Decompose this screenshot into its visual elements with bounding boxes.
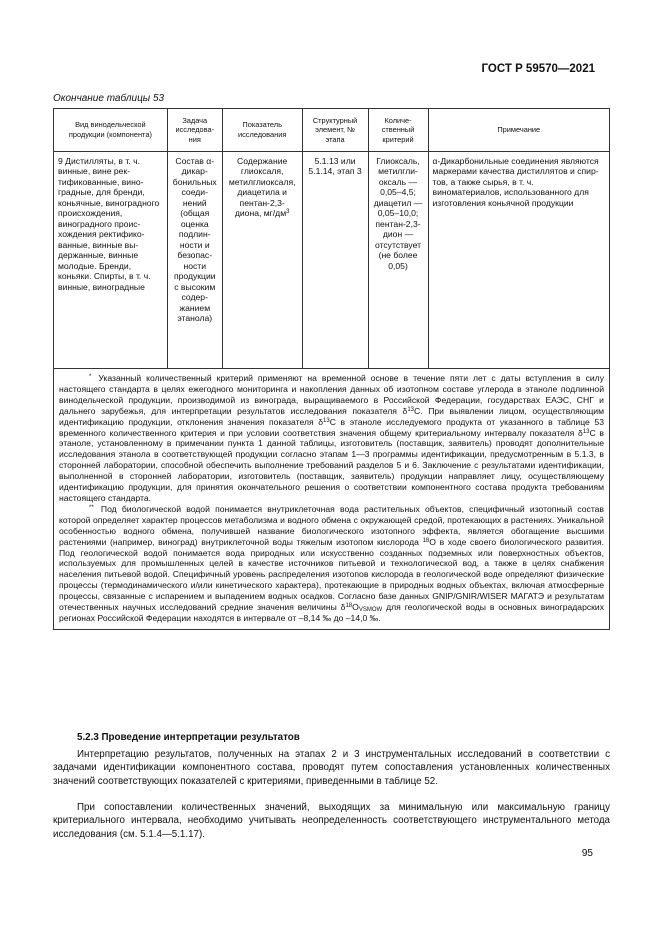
footnote-2-text-b: О в ходе своего биологического развития. Под геологической водой понимается вода природных или искусственно созданных подземных или поверхностных объектов, используемых для промышленных целей в качестве источников питьевой и технологической вод, а также в целях снабжения населения питьевой водой. Специфичный уровень распределения изотопов кислорода в геологической воде определяют физические процессы (термодинамического и/или кинетического характера), протекающие в природных водных объектах, включая атмосферные процессы, связанные с испарением и выпадением водных осадков. Согласно базе данных GNIP/GNIR/WISER МАГАТЭ и результатам отечественных научных исследований средние значения величины δ — [59, 536, 604, 613]
table-footnotes — [54, 369, 610, 630]
table-header-row — [54, 109, 610, 152]
footnote-1-text-d: С в этаноле, установленному в примечании пункта 1 данной таблицы, изготовитель (поставщик, заявитель) проводят дополнительные исследования этанола в соответствующей продукции согласно этапам 1—3 программы идентификации, предусмотренным в 5.1.3, в сторонней лаборатории, способной обеспечить выполнение требований разделов 5 и 6. Заключение с результатами идентификации, выполненной в сторонней лаборатории, изготовитель (поставщик, заявитель) продукции направляет лицу, осуществляющему идентификацию продукции, для принятия окончательного решения о соответствии компонентного состава продукта требованиям настоящего стандарта. — [59, 427, 604, 503]
table-caption: Окончание таблицы 53 — [53, 93, 165, 104]
column-header-note: Примечание — [428, 109, 610, 152]
footnote-2-text-c: O — [352, 602, 359, 613]
column-header-product: Вид винодельческой продукции (компонента) — [54, 109, 168, 152]
footnote-1-text-b: С. При выявлении лицом, осуществляющим идентификацию продукции, отклонения значения показателя δ — [59, 405, 604, 427]
cell-product: 9 Дистилляты, в т. ч. винные, вине ректификованные, виноградные, для бренди, коньячные, виноградного происхождения, виноградного происхождения ректификованные, винные выдержанные, винные молодые. Бренди, коньяки. Спирты, в т. ч. винные, виноградные — [54, 152, 168, 369]
table-row — [54, 152, 610, 369]
footnote-1-text-a: Указанный количественный критерий применяют на временной основе в течение пяти лет с даты вступления в силу настоящего стандарта в целях ежегодного мониторинга и накопления данных об изотопном составе углерода в этаноле подлинной винодельческой продукции, производимой из винограда, выращиваемого в Российской Федерации, государствах ЕАЭС, СНГ и дальнего зарубежья, для интерпретации результатов исследования показателя δ — [59, 373, 604, 416]
superscript-18: 18 — [345, 603, 353, 610]
cell-note: α-Дикарбонильные соединения являются маркерами качества дистиллятов и спиртов, а также сырья, в т. ч. виноматериалов, использованного для изготовления коньячной продукции — [428, 152, 610, 369]
superscript-18: 18 — [422, 537, 430, 544]
column-header-indicator: Показатель исследования — [222, 109, 302, 152]
footnote-2-text-d: для геологической воды в основных виноградарских регионах Российской Федерации находятся в интервале от –8,14 ‰ до –14,0 ‰. — [59, 602, 605, 623]
document-code: ГОСТ Р 59570—2021 — [481, 63, 595, 75]
footnote-2-text-a: Под биологической водой понимается внутриклеточная вода растительных объектов, специфичный изотопный состав которой определяет характер процессов метаболизма и водного обмена с окружающей средой, протекающих в растениях. Уникальной особенностью водного обмена, получившей название биологического изотопного эффекта, является обогащение высшими растениями (например, виноград) внутриклеточной воды тяжелым изотопом кислорода — [59, 503, 605, 547]
footnote-2-mark: ** — [89, 504, 94, 511]
page-number: 95 — [581, 848, 593, 859]
column-header-task: Задача исследования — [167, 109, 222, 152]
indicator-superscript: 3 — [286, 209, 290, 216]
cell-criterion: Глиоксаль, метилглиоксаль — 0,05–4,5; диацетил — 0,05–10,0; пентан-2,3-дион — отсутствует (не более 0,05) — [368, 152, 428, 369]
section-title: 5.2.3 Проведение интерпретации результатов — [77, 732, 300, 743]
superscript-13: 13 — [582, 428, 590, 435]
data-table — [53, 108, 610, 630]
section-paragraph-2: При сопоставлении количественных значений, выходящих за минимальную или максимальную границу критериального интервала, необходимо учитывать неопределенность соответствующего инструментального метода исследования (см. 5.1.4—5.1.17). — [53, 802, 610, 840]
cell-stage: 5.1.13 или 5.1.14, этап 3 — [302, 152, 368, 369]
cell-indicator — [222, 152, 302, 369]
superscript-13: 13 — [323, 417, 330, 424]
footnote-1-mark: * — [89, 374, 92, 380]
table-footnotes-row — [54, 369, 610, 630]
footnote-1 — [59, 373, 604, 504]
column-header-criterion: Количественный критерий — [368, 109, 428, 152]
section-paragraph-1: Интерпретацию результатов, полученных на этапах 2 и 3 инструментальных исследований в соответствии с задачами идентификации компонентного состава, проводят путем сопоставления установленных количественных значений соответствующих показателей с критериями, приведенными в таблице 52. — [53, 749, 610, 787]
footnote-1-text-c: С в этаноле исследуемого продукта от указанного в таблице 53 временного количественного критерия и при условии соответствия значения общему критериальному интервалу показателя δ — [59, 416, 604, 438]
column-header-stage: Структурный элемент, № этапа — [302, 109, 368, 152]
superscript-13: 13 — [407, 406, 415, 413]
footnote-2 — [59, 504, 604, 624]
cell-task: Состав α-дикарбонильных соединений (общая оценка подлинности и безопасности продукции с высоким содержанием этанола) — [167, 152, 222, 369]
indicator-text: Содержание глиоксаля, метилглиоксаля, диацетила и пентан-2,3-диона, мг/дм — [228, 156, 296, 219]
subscript-vsmow: VSMOW — [358, 607, 383, 614]
